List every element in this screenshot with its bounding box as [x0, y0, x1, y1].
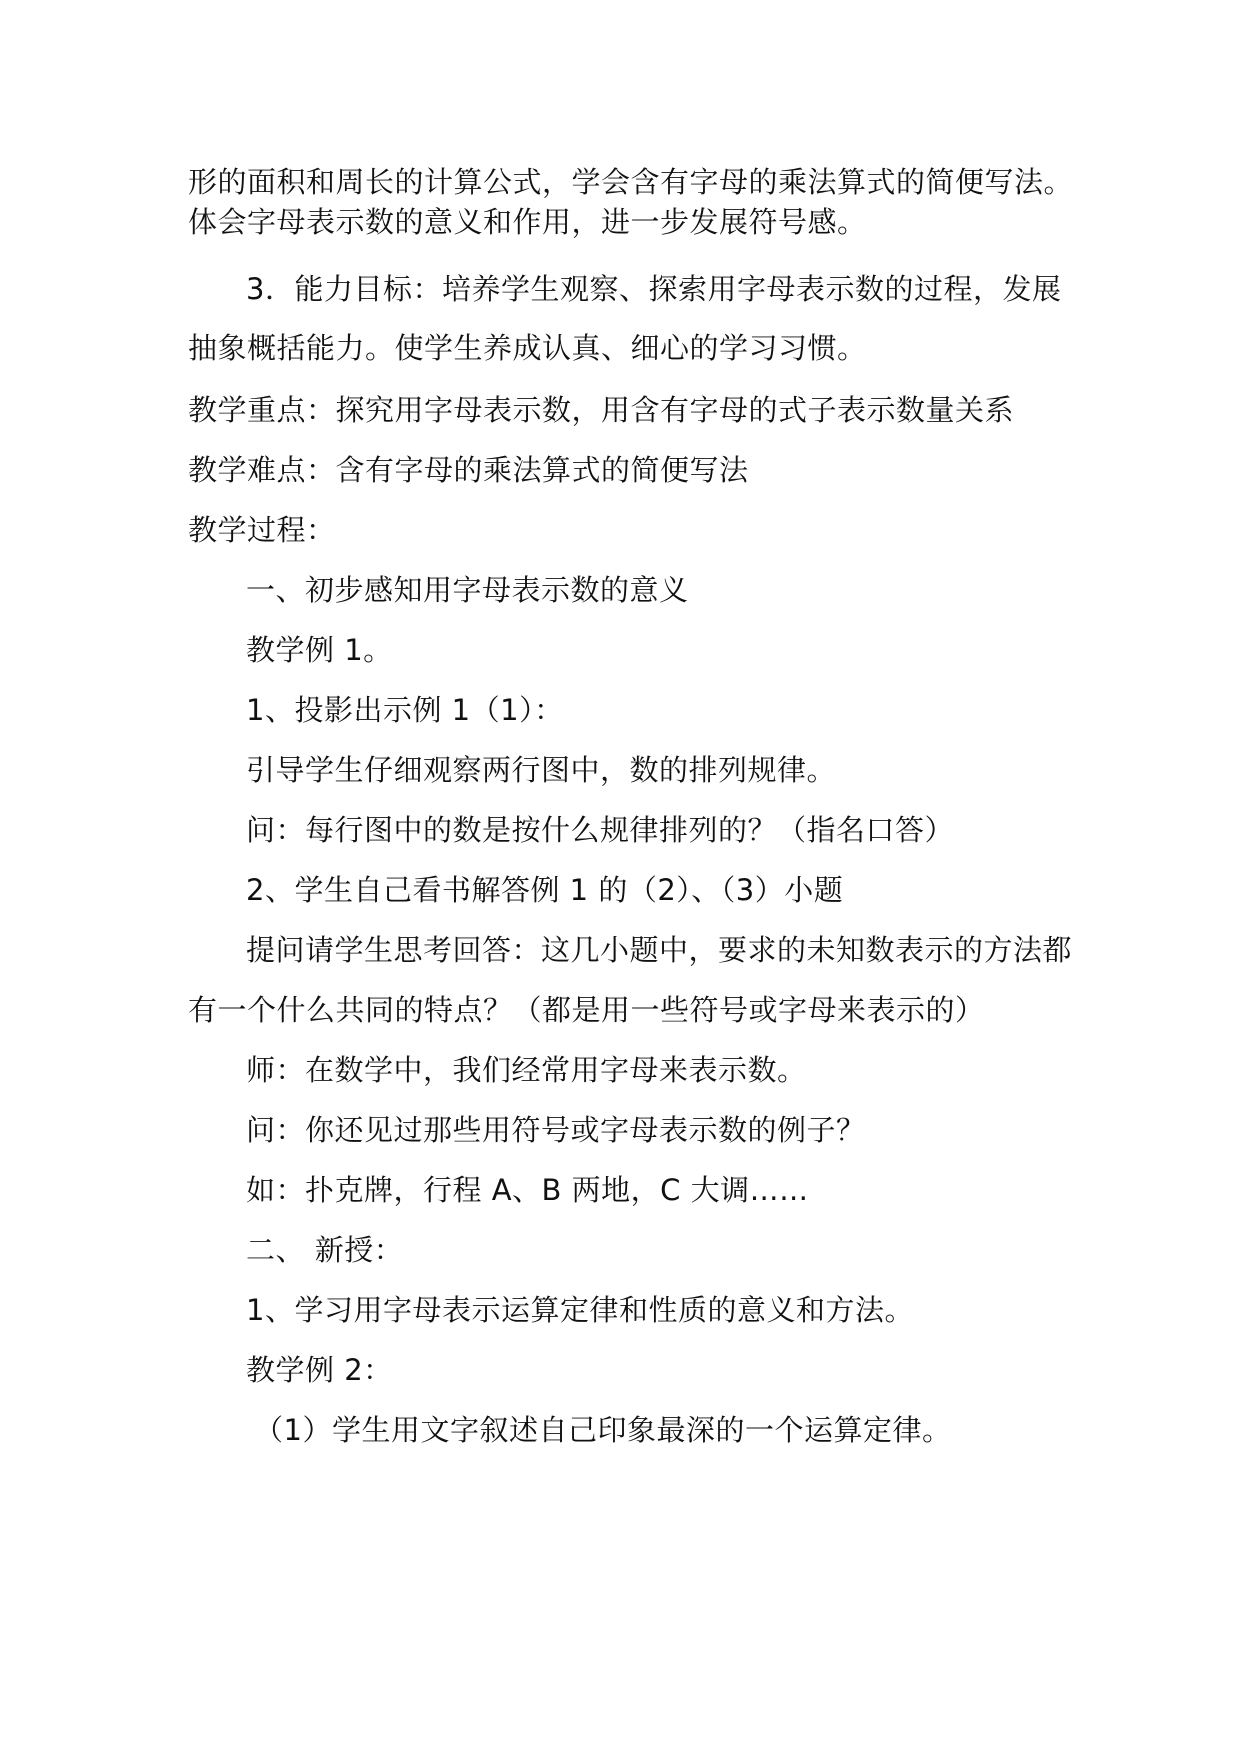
text-line-15: 有一个什么共同的特点？（都是用一些符号或字母来表示的）: [188, 993, 985, 1027]
text-line-18: 如：扑克牌，行程 A、B 两地，C 大调……: [246, 1173, 809, 1207]
text-line-6: 教学难点：含有字母的乘法算式的简便写法: [188, 453, 749, 487]
text-line-9: 教学例 1。: [246, 633, 393, 667]
text-line-13: 2、学生自己看书解答例 1 的（2）、（3）小题: [246, 873, 844, 907]
text-line-4: 抽象概括能力。使学生养成认真、细心的学习习惯。: [188, 331, 867, 365]
text-line-21: 教学例 2：: [246, 1353, 393, 1387]
text-line-10: 1、投影出示例 1（1）：: [246, 693, 564, 727]
text-line-20: 1、学习用字母表示运算定律和性质的意义和方法。: [246, 1293, 914, 1327]
text-line-16: 师：在数学中，我们经常用字母来表示数。: [246, 1053, 807, 1087]
text-line-7: 教学过程：: [188, 513, 336, 547]
text-line-1: 形的面积和周长的计算公式，学会含有字母的乘法算式的简便写法。: [188, 165, 1074, 199]
text-line-2: 体会字母表示数的意义和作用，进一步发展符号感。: [188, 205, 867, 239]
text-line-17: 问：你还见过那些用符号或字母表示数的例子？: [246, 1113, 866, 1147]
text-line-5: 教学重点：探究用字母表示数，用含有字母的式子表示数量关系: [188, 393, 1015, 427]
text-line-8: 一、初步感知用字母表示数的意义: [246, 573, 689, 607]
text-line-14: 提问请学生思考回答：这几小题中，要求的未知数表示的方法都: [246, 933, 1073, 967]
text-line-12: 问：每行图中的数是按什么规律排列的？（指名口答）: [246, 813, 955, 847]
text-line-11: 引导学生仔细观察两行图中，数的排列规律。: [246, 753, 837, 787]
text-line-22: （1）学生用文字叙述自己印象最深的一个运算定律。: [254, 1413, 952, 1447]
text-line-19: 二、 新授：: [246, 1233, 404, 1267]
text-line-3: 3．能力目标：培养学生观察、探索用字母表示数的过程，发展: [246, 272, 1062, 306]
